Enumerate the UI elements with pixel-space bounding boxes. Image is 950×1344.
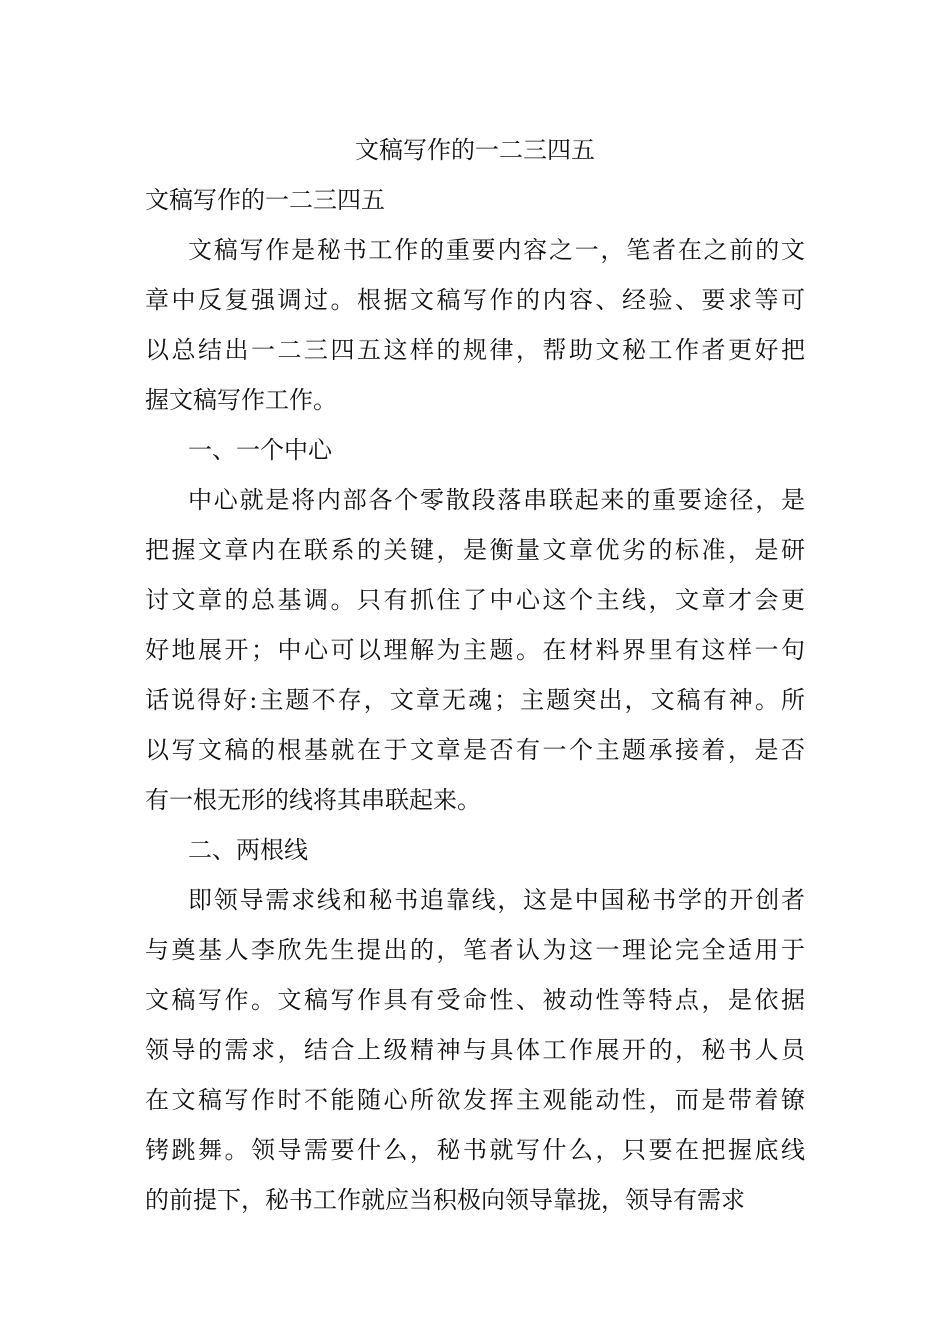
text-line: 即领导需求线和秘书追靠线，这是中国秘书学的开创者 xyxy=(188,886,805,914)
text-line: 铐跳舞。领导需要什么，秘书就写什么，只要在把握底线 xyxy=(145,1136,805,1164)
document-subtitle: 文稿写作的一二三四五 xyxy=(145,186,385,214)
text-line: 以总结出一二三四五这样的规律，帮助文秘工作者更好把 xyxy=(145,336,805,364)
text-line: 中心就是将内部各个零散段落串联起来的重要途径，是 xyxy=(188,486,805,514)
text-line: 与奠基人李欣先生提出的，笔者认为这一理论完全适用于 xyxy=(145,936,805,964)
text-line: 话说得好:主题不存，文章无魂；主题突出，文稿有神。所 xyxy=(145,686,805,714)
text-line: 文稿写作。文稿写作具有受命性、被动性等特点，是依据 xyxy=(145,986,805,1014)
document-body xyxy=(145,225,805,1225)
text-line: 领导的需求，结合上级精神与具体工作展开的，秘书人员 xyxy=(145,1036,805,1064)
document-page xyxy=(145,125,805,1225)
text-line: 章中反复强调过。根据文稿写作的内容、经验、要求等可 xyxy=(145,286,805,314)
text-line: 文稿写作是秘书工作的重要内容之一，笔者在之前的文 xyxy=(188,236,805,264)
text-line: 好地展开；中心可以理解为主题。在材料界里有这样一句 xyxy=(145,636,805,664)
paragraph xyxy=(145,225,805,425)
paragraph xyxy=(145,475,805,825)
text-line: 的前提下，秘书工作就应当积极向领导靠拢，领导有需求 xyxy=(145,1186,745,1214)
text-line: 把握文章内在联系的关键，是衡量文章优劣的标准，是研 xyxy=(145,536,805,564)
section-heading xyxy=(145,425,805,475)
text-line: 在文稿写作时不能随心所欲发挥主观能动性，而是带着镣 xyxy=(145,1086,805,1114)
text-line: 一、一个中心 xyxy=(188,436,332,464)
document-title: 文稿写作的一二三四五 xyxy=(355,136,595,164)
text-line: 讨文章的总基调。只有抓住了中心这个主线，文章才会更 xyxy=(145,586,805,614)
section-heading xyxy=(145,825,805,875)
text-line: 以写文稿的根基就在于文章是否有一个主题承接着，是否 xyxy=(145,736,805,764)
paragraph xyxy=(145,875,805,1225)
text-line: 二、两根线 xyxy=(188,836,308,864)
text-line: 握文稿写作工作。 xyxy=(145,386,337,414)
text-line: 有一根无形的线将其串联起来。 xyxy=(145,786,481,814)
